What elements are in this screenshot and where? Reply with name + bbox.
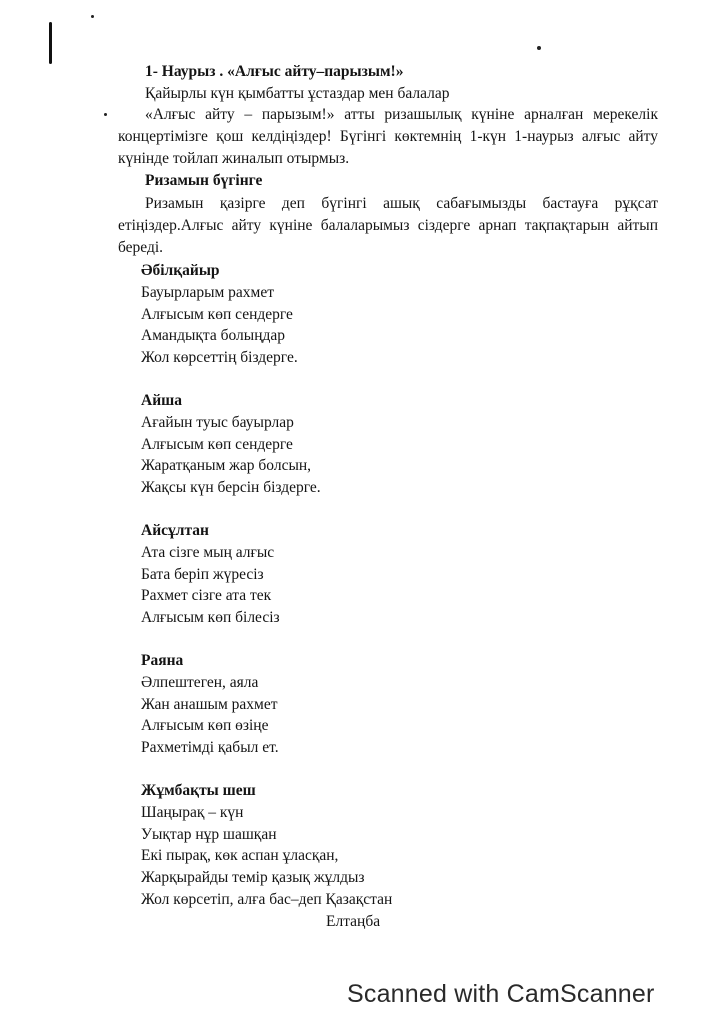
poem-line: Алғысым көп сендерге xyxy=(141,436,293,453)
poem-line: Жан анашым рахмет xyxy=(141,696,278,713)
poem-line: Жақсы күн берсін біздерге. xyxy=(141,479,321,496)
scan-speck xyxy=(104,113,107,116)
poem-author: Айсұлтан xyxy=(141,522,209,539)
intro-line: күнінде тойлап жиналып отырмыз. xyxy=(118,150,350,167)
scan-speck xyxy=(91,15,94,18)
poem-line: Әлпештеген, аяла xyxy=(141,674,259,691)
poem-line: Алғысым көп сендерге xyxy=(141,306,293,323)
riddle-line: Шаңырақ – күн xyxy=(141,804,244,821)
poem-author: Раяна xyxy=(141,652,184,669)
intro-line: «Алғыс айту – парызым!» атты ризашылық күніне арналған мерекелік xyxy=(145,106,658,123)
riddle-line: Уықтар нұр шашқан xyxy=(141,826,277,843)
riddle-line: Жарқырайды темір қазық жұлдыз xyxy=(141,869,365,886)
poem-line: Бата беріп жүресіз xyxy=(141,566,264,583)
poem-line: Жол көрсеттің біздерге. xyxy=(141,349,298,366)
riddle-line: Жол көрсетіп, алға бас–деп Қазақстан xyxy=(141,891,393,908)
document-title: 1- Наурыз . «Алғыс айту–парызым!» xyxy=(145,63,404,80)
pen-mark xyxy=(49,22,52,64)
poem-author: Айша xyxy=(141,392,182,409)
scan-speck xyxy=(537,46,541,50)
poem-line: Амандықта болыңдар xyxy=(141,327,286,344)
intro-line: концертімізге қош келдіңіздер! Бүгінгі көктемнің 1-күн 1-наурыз алғыс айту xyxy=(118,128,658,145)
poem-line: Рахметімді қабыл ет. xyxy=(141,739,279,756)
poem-author: Әбілқайыр xyxy=(141,262,220,279)
greeting: Қайырлы күн қымбатты ұстаздар мен балалар xyxy=(145,85,450,102)
poem-line: Алғысым көп білесіз xyxy=(141,609,280,626)
section-text-line: Ризамын қазірге деп бүгінгі ашық сабағымызды бастауға рұқсат xyxy=(145,195,658,212)
poem-line: Ағайын туыс бауырлар xyxy=(141,414,294,431)
poem-line: Алғысым көп өзіңе xyxy=(141,717,269,734)
riddle-answer: Елтаңба xyxy=(326,913,381,930)
poem-line: Ата сізге мың алғыс xyxy=(141,544,275,561)
poem-line: Рахмет сізге ата тек xyxy=(141,587,272,604)
section-text-line: етіңіздер.Алғыс айту күніне балаларымыз сіздерге арнап тақпақтарын айтып xyxy=(118,217,658,234)
poem-line: Бауырларым рахмет xyxy=(141,284,275,301)
camscanner-watermark: Scanned with CamScanner xyxy=(347,980,655,1008)
poem-line: Жаратқаным жар болсын, xyxy=(141,457,312,474)
riddle-heading: Жұмбақты шеш xyxy=(141,782,256,799)
section-text-line: береді. xyxy=(118,239,164,256)
section-heading: Ризамын бүгінге xyxy=(145,172,263,189)
riddle-line: Екі пырақ, көк аспан ұласқан, xyxy=(141,847,339,864)
